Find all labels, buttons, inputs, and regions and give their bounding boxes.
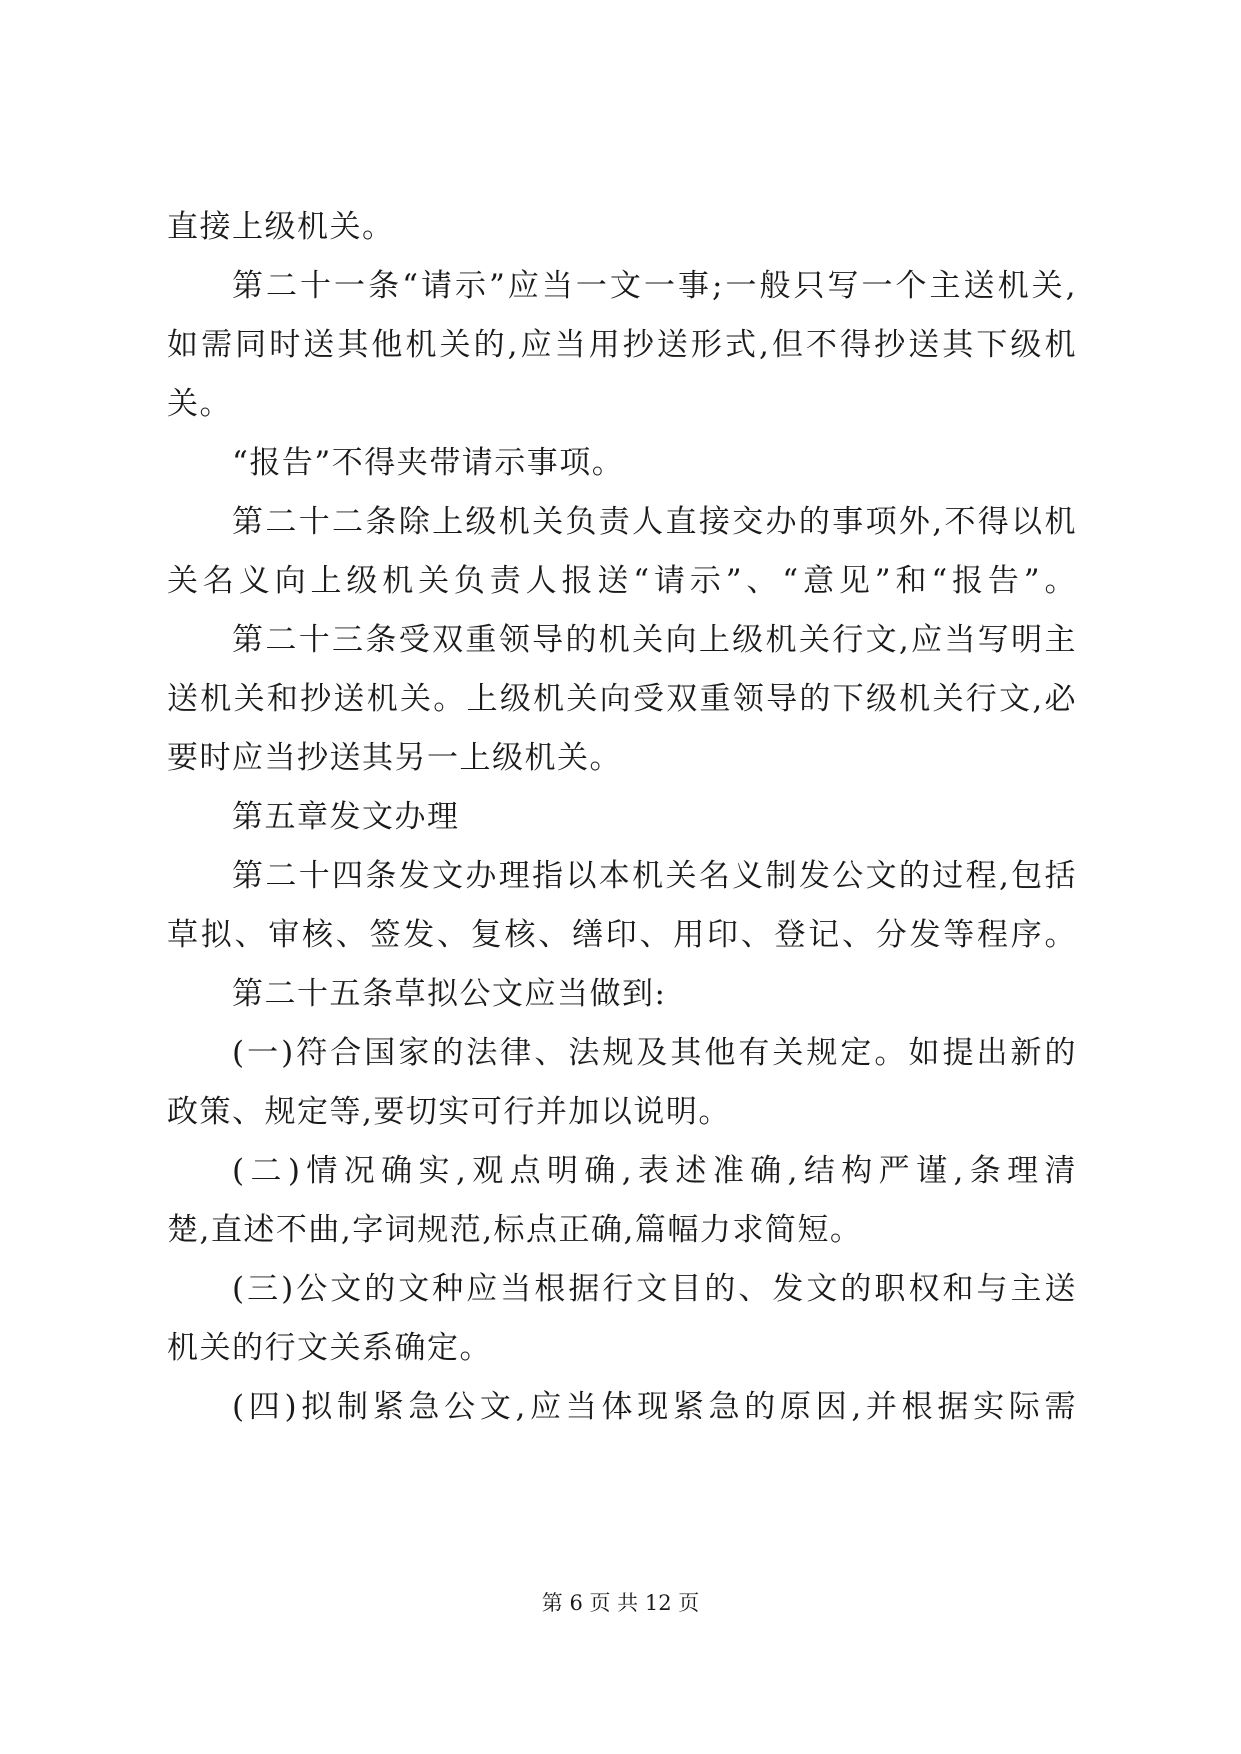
text-line: 第二十四条发文办理指以本机关名义制发公文的过程,包括 — [232, 858, 1077, 894]
text-line: 关。 — [167, 386, 232, 422]
page-footer — [0, 1588, 1241, 1618]
text-line: 要时应当抄送其另一上级机关。 — [167, 740, 622, 776]
text-line: (一)符合国家的法律、法规及其他有关规定。如提出新的 — [232, 1035, 1077, 1071]
text-line: 草拟、审核、签发、复核、缮印、用印、登记、分发等程序。 — [167, 917, 1077, 953]
text-line: 关名义向上级机关负责人报送“请示”、“意见”和“报告”。 — [167, 563, 1077, 599]
text-line: (二)情况确实,观点明确,表述准确,结构严谨,条理清 — [232, 1153, 1077, 1189]
text-line: 楚,直述不曲,字词规范,标点正确,篇幅力求简短。 — [167, 1212, 863, 1248]
text-line: 第二十五条草拟公文应当做到: — [232, 976, 667, 1012]
text-line: 第二十三条受双重领导的机关向上级机关行文,应当写明主 — [232, 622, 1077, 658]
text-line: 直接上级机关。 — [167, 209, 395, 245]
text-line: 第二十一条“请示”应当一文一事;一般只写一个主送机关, — [232, 268, 1077, 304]
text-line: 第二十二条除上级机关负责人直接交办的事项外,不得以机 — [232, 504, 1077, 540]
text-line: (四)拟制紧急公文,应当体现紧急的原因,并根据实际需 — [232, 1389, 1077, 1425]
body-text — [167, 198, 1077, 1437]
text-line: “报告”不得夹带请示事项。 — [232, 445, 625, 481]
text-line: (三)公文的文种应当根据行文目的、发文的职权和与主送 — [232, 1271, 1077, 1307]
text-line: 第五章发文办理 — [232, 799, 460, 835]
page-number-label: 第 6 页 共 12 页 — [541, 1591, 700, 1615]
text-line: 送机关和抄送机关。上级机关向受双重领导的下级机关行文,必 — [167, 681, 1077, 717]
text-line: 政策、规定等,要切实可行并加以说明。 — [167, 1094, 731, 1130]
text-line: 如需同时送其他机关的,应当用抄送形式,但不得抄送其下级机 — [167, 327, 1077, 363]
text-line: 机关的行文关系确定。 — [167, 1330, 492, 1366]
